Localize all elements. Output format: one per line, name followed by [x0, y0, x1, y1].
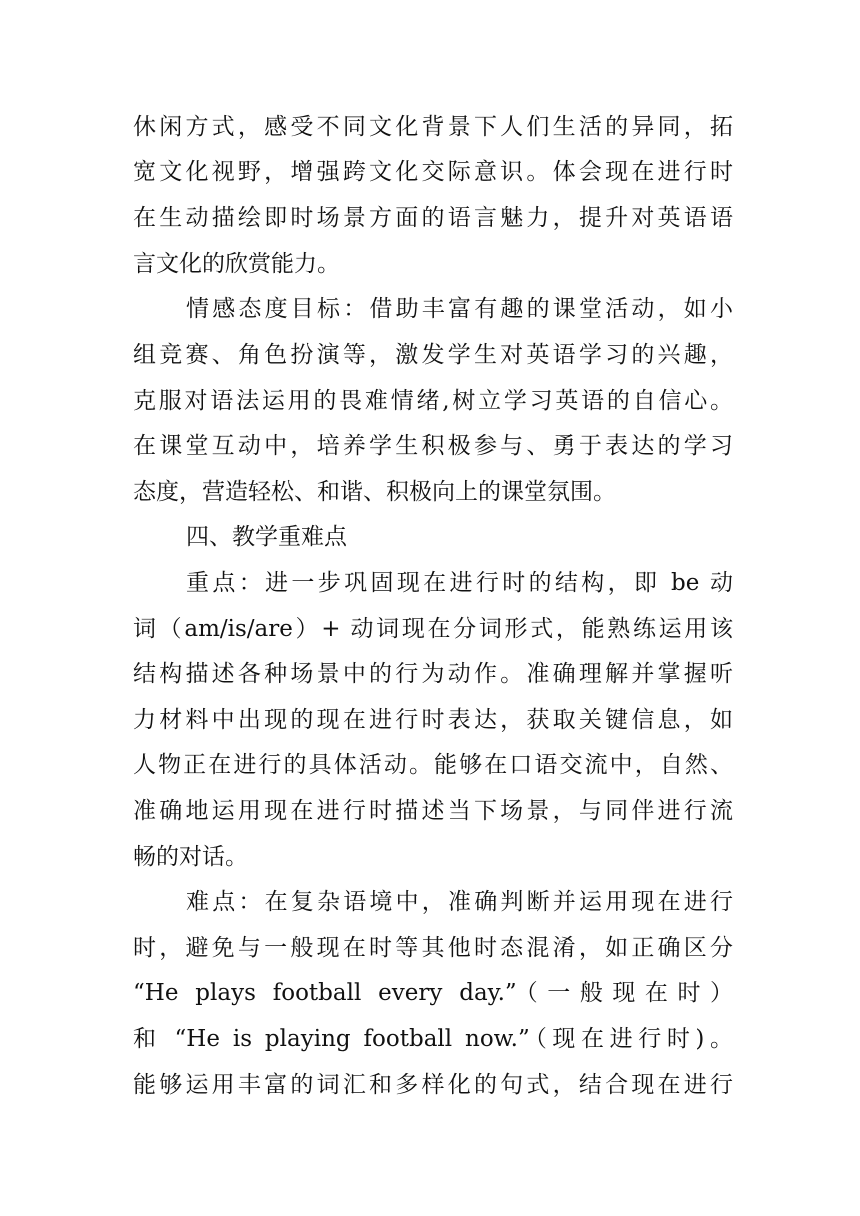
body-text-line: 时，避免与一般现在时等其他时态混淆，如正确区分 [133, 935, 733, 961]
body-text-line: 在生动描绘即时场景方面的语言魅力，提升对英语语 [133, 205, 733, 231]
body-text-line: 言文化的欣赏能力。 [133, 251, 340, 277]
body-text-line: 力材料中出现的现在进行时表达，获取关键信息，如 [133, 707, 733, 733]
body-text-line: 词（am/is/are）+ 动词现在分词形式，能熟练运用该 [133, 616, 733, 642]
body-text-line: 畅的对话。 [133, 844, 248, 870]
body-text-line: 宽文化视野，增强跨文化交际意识。体会现在进行时 [133, 159, 733, 185]
body-text-line: 和 “He is playing football now.”（现在进行时)。 [133, 1026, 733, 1052]
paragraph-first-line: 情感态度目标：借助丰富有趣的课堂活动，如小 [186, 296, 733, 322]
body-text-line: 人物正在进行的具体活动。能够在口语交流中，自然、 [133, 752, 733, 778]
body-text-line: “He plays football every day.”（一般现在时） [133, 980, 733, 1006]
body-text-line: 克服对语法运用的畏难情绪,树立学习英语的自信心。 [133, 388, 733, 414]
paragraph-first-line: 难点：在复杂语境中，准确判断并运用现在进行 [186, 889, 733, 915]
body-text-line: 准确地运用现在进行时描述当下场景，与同伴进行流 [133, 798, 733, 824]
body-text-line: 在课堂互动中，培养学生积极参与、勇于表达的学习 [133, 433, 733, 459]
body-text-line: 组竞赛、角色扮演等，激发学生对英语学习的兴趣， [133, 342, 733, 368]
paragraph-first-line: 重点：进一步巩固现在进行时的结构，即 be 动 [186, 570, 733, 596]
body-text-line: 能够运用丰富的词汇和多样化的句式，结合现在进行 [133, 1072, 733, 1098]
body-text-line: 态度，营造轻松、和谐、积极向上的课堂氛围。 [133, 479, 616, 505]
body-text-line: 休闲方式，感受不同文化背景下人们生活的异同，拓 [133, 114, 733, 140]
section-heading: 四、教学重难点 [186, 524, 347, 550]
body-text-line: 结构描述各种场景中的行为动作。准确理解并掌握听 [133, 661, 733, 687]
